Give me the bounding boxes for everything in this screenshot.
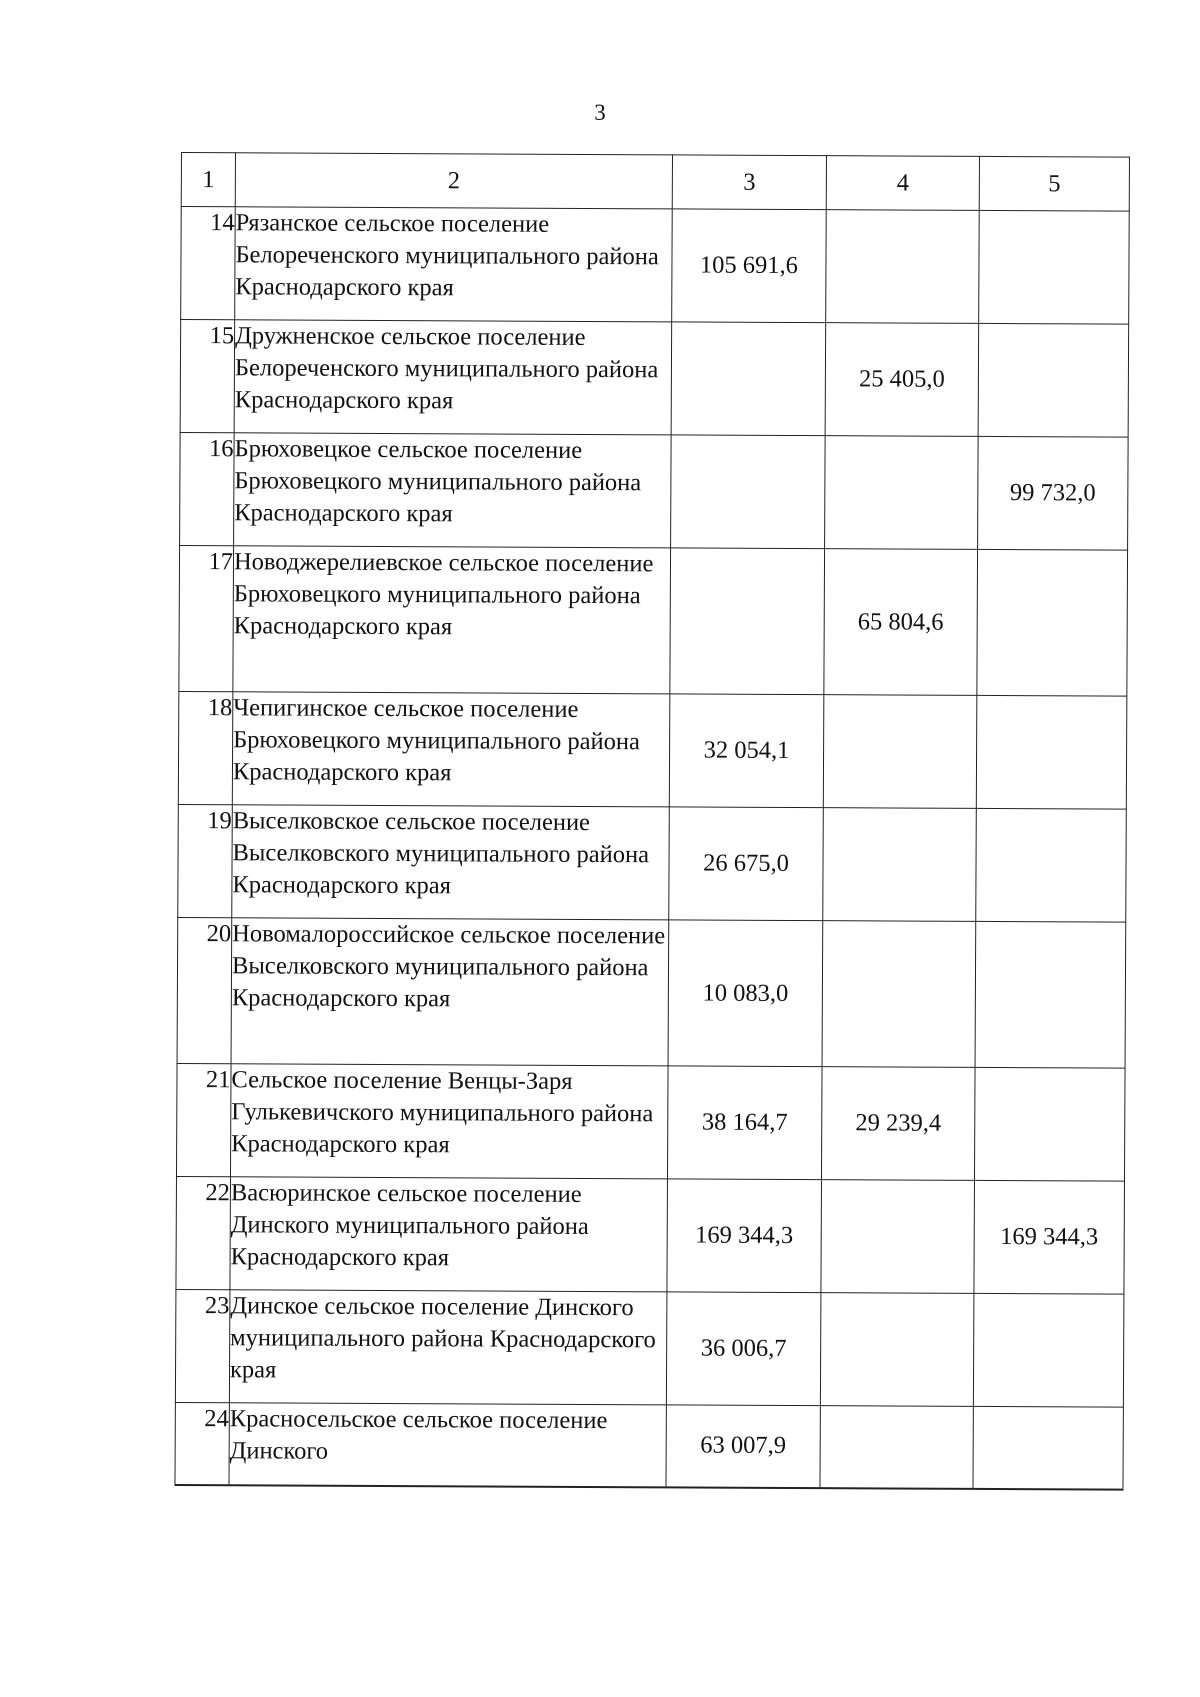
row-number: 20 [177,917,232,1063]
value-col-3: 105 691,6 [672,209,827,323]
header-col-2: 2 [235,153,672,209]
value-col-4 [820,1406,973,1489]
value-col-5 [974,1067,1125,1181]
settlement-name: Дружненское сельское поселение Белореченского муниципального района Краснодарского края [234,320,672,435]
value-col-4 [826,210,980,324]
value-col-5 [979,210,1130,324]
value-col-4: 25 405,0 [825,323,979,437]
settlements-table [174,152,1130,1490]
settlement-name: Динское сельское поселение Динского муниципального района Краснодарского края [229,1290,667,1405]
value-col-4 [823,808,977,922]
value-col-5 [976,695,1127,809]
value-col-5 [975,921,1126,1068]
settlement-name: Рязанское сельское поселение Белореченского муниципального района Краснодарского края [235,207,673,322]
settlement-name: Новоджерелиевское сельское поселение Брюховецкого муниципального района Краснодарского края [233,546,671,694]
row-number: 19 [178,804,233,917]
table-row [175,1289,1124,1407]
value-col-4 [822,921,976,1068]
settlement-name: Красносельское сельское поселение Динского [229,1403,666,1487]
table-row [176,1063,1125,1181]
value-col-5 [976,808,1127,922]
value-col-4: 65 804,6 [824,549,978,696]
settlement-name: Чепигинское сельское поселение Брюховецкого муниципального района Краснодарского края [232,692,670,807]
page-number: 3 [594,100,606,125]
table-row [176,1176,1125,1294]
value-col-5: 99 732,0 [978,436,1129,550]
value-col-5 [978,323,1129,437]
row-number: 17 [179,545,234,691]
table-row [178,804,1127,922]
header-col-1: 1 [181,153,235,207]
value-col-4 [825,436,979,550]
table-row [181,207,1130,325]
settlement-name: Брюховецкое сельское поселение Брюховецкого муниципального района Краснодарского края [234,433,672,548]
value-col-3: 63 007,9 [666,1405,820,1488]
table-row [177,917,1126,1068]
value-col-3: 10 083,0 [668,920,823,1067]
value-col-5 [977,549,1128,696]
value-col-3: 26 675,0 [669,807,824,921]
row-number: 22 [176,1176,231,1289]
value-col-5: 169 344,3 [974,1180,1125,1294]
settlement-name: Сельское поселение Венцы-Заря Гулькевичского муниципального района Краснодарского края [230,1064,668,1179]
table-row [180,432,1129,550]
header-col-4: 4 [826,156,979,211]
table-row [180,320,1129,438]
table-row [179,545,1128,696]
value-col-4 [821,1180,975,1294]
value-col-4 [820,1293,974,1407]
row-number: 15 [180,320,235,433]
value-col-3: 32 054,1 [669,694,824,808]
settlement-name: Васюринское сельское поселение Динского муниципального района Краснодарского края [230,1177,668,1292]
settlement-name: Выселковское сельское поселение Выселковского муниципального района Краснодарского края [232,805,670,920]
value-col-3: 169 344,3 [667,1179,822,1293]
value-col-3 [670,548,825,695]
row-number: 18 [178,691,233,804]
value-col-3: 38 164,7 [667,1066,822,1180]
row-number: 21 [176,1063,231,1176]
table-row [175,1402,1123,1489]
row-number: 16 [180,432,235,545]
table-row [178,691,1127,809]
value-col-3: 36 006,7 [666,1292,821,1406]
value-col-4: 29 239,4 [821,1067,975,1181]
header-row [181,153,1129,212]
header-col-5: 5 [979,156,1129,211]
value-col-5 [973,1406,1123,1489]
value-col-3 [671,322,826,436]
row-number: 14 [181,207,236,320]
value-col-4 [823,695,977,809]
row-number: 24 [175,1402,229,1484]
header-col-3: 3 [672,155,826,210]
value-col-3 [671,435,826,549]
row-number: 23 [175,1289,230,1402]
settlement-name: Новомалороссийское сельское поселение Выселковского муниципального района Краснодарского края [231,918,669,1066]
value-col-5 [973,1293,1124,1407]
